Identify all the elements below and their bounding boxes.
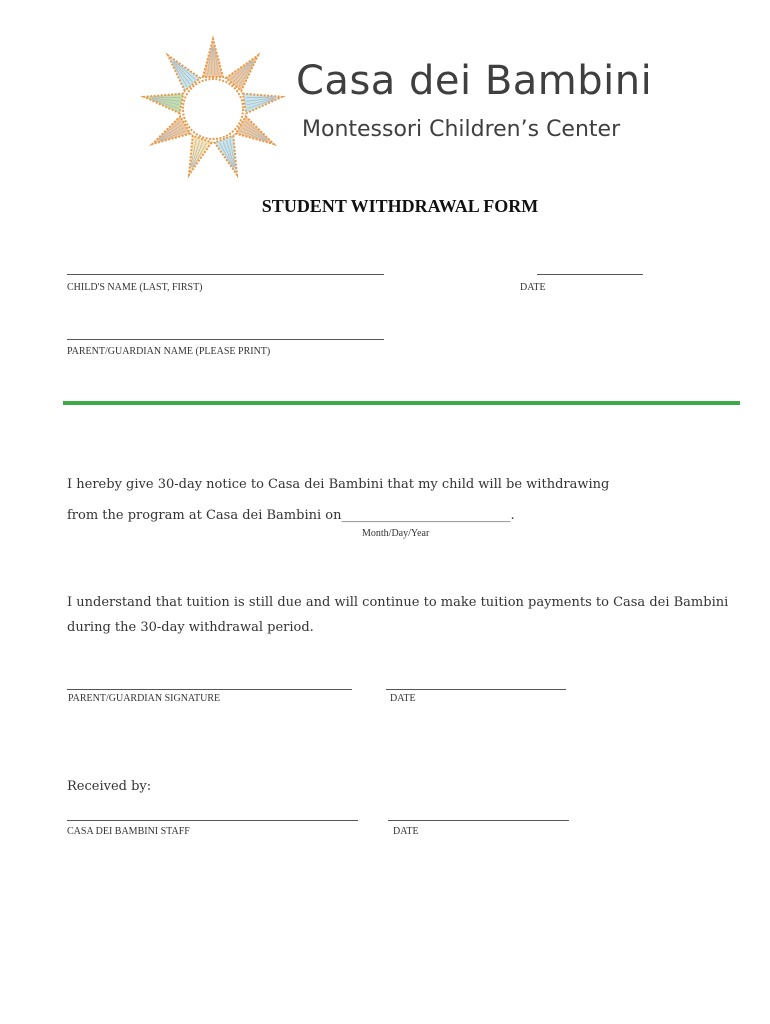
child-name-field[interactable] bbox=[67, 274, 384, 275]
parent-name-field[interactable] bbox=[67, 339, 384, 340]
logo-petal bbox=[147, 116, 190, 152]
tuition-line-1: I understand that tuition is still due and will continue to make tuition payments to Casa dei Bambini bbox=[67, 595, 729, 610]
staff-date-label: DATE bbox=[393, 826, 419, 837]
notice-line-1: I hereby give 30-day notice to Casa dei Bambini that my child will be withdrawing bbox=[67, 477, 610, 492]
parent-signature-field[interactable] bbox=[67, 689, 352, 690]
star-flower-logo-icon bbox=[138, 34, 288, 184]
logo-petal bbox=[215, 136, 247, 179]
brand-title: Casa dei Bambini bbox=[296, 58, 653, 104]
logo-petal bbox=[203, 39, 223, 77]
staff-label: CASA DEI BAMBINI STAFF bbox=[67, 826, 190, 837]
received-by-label: Received by: bbox=[67, 779, 152, 794]
logo-petal bbox=[180, 136, 212, 179]
parent-name-label: PARENT/GUARDIAN NAME (PLEASE PRINT) bbox=[67, 346, 271, 357]
logo-petal bbox=[226, 49, 266, 91]
form-title: STUDENT WITHDRAWAL FORM bbox=[261, 196, 539, 216]
staff-date-field[interactable] bbox=[388, 820, 569, 821]
date-label-top: DATE bbox=[520, 282, 546, 293]
logo-center-ring bbox=[183, 79, 243, 139]
date-format-hint: Month/Day/Year bbox=[362, 528, 430, 539]
signature-date-field[interactable] bbox=[386, 689, 566, 690]
brand-subtitle: Montessori Children’s Center bbox=[302, 117, 621, 142]
parent-signature-label: PARENT/GUARDIAN SIGNATURE bbox=[68, 693, 221, 704]
logo-petal bbox=[142, 87, 183, 113]
section-divider bbox=[63, 401, 740, 405]
signature-date-label: DATE bbox=[390, 693, 416, 704]
tuition-line-2: during the 30-day withdrawal period. bbox=[67, 620, 314, 635]
child-name-label: CHILD'S NAME (LAST, FIRST) bbox=[67, 282, 203, 293]
logo-petal bbox=[243, 87, 284, 113]
logo-petal bbox=[160, 49, 200, 91]
notice-line-2: from the program at Casa dei Bambini on__________________________. bbox=[67, 508, 515, 523]
logo-petal bbox=[236, 116, 279, 152]
staff-signature-field[interactable] bbox=[67, 820, 358, 821]
date-field-top[interactable] bbox=[537, 274, 643, 275]
